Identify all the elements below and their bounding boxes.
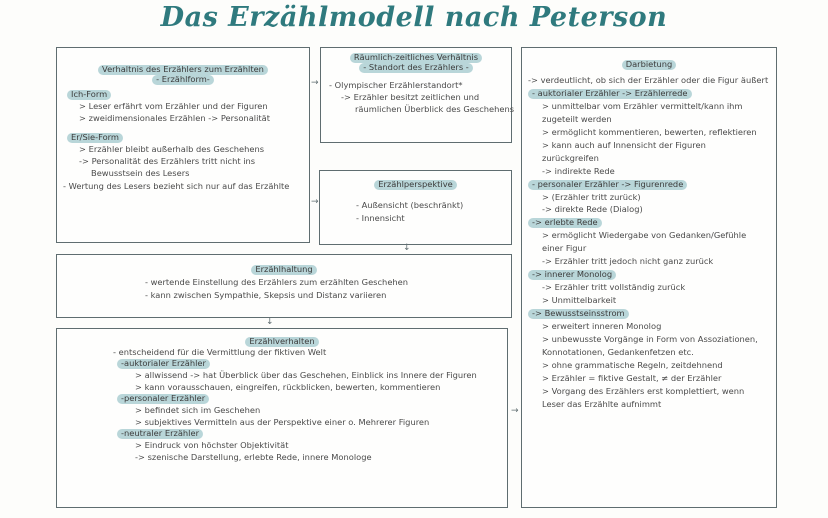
box-darbietung-heading: Darbietung — [622, 60, 677, 70]
ich-item: > Leser erfährt vom Erzähler und der Figuren — [79, 100, 268, 111]
auktorial-label: -auktorialer Erzähler — [117, 359, 210, 369]
auktorial-rede-item: > kann auch auf Innensicht der Figuren — [542, 139, 706, 150]
box-erzaehlperspektive — [319, 170, 512, 245]
auktorial-rede-item: -> indirekte Rede — [542, 165, 615, 176]
er-item: > Erzähler bleibt außerhalb des Geschehens — [79, 143, 265, 154]
box-erzaehlform — [56, 47, 310, 243]
standort-line: - Olympischer Erzählerstandort* — [329, 79, 463, 90]
strom-item: Leser das Erzählte aufnimmt — [542, 398, 662, 409]
box-darbietung — [521, 47, 777, 508]
monolog-item: -> Erzähler tritt vollständig zurück — [542, 282, 686, 293]
auktorial-rede-label: - auktorialer Erzähler -> Erzählerrede — [528, 89, 692, 99]
perspektive-item: - Außensicht (beschränkt) — [356, 199, 464, 210]
box-standort — [320, 47, 515, 143]
arrow-right-icon: → — [511, 406, 519, 416]
auktorial-rede-item: zugeteilt werden — [542, 113, 612, 124]
box-verhalten-heading: Erzählverhalten — [245, 337, 318, 347]
neutral-item: -> szenische Darstellung, erlebte Rede, innere Monologe — [135, 451, 372, 462]
box-perspektive-heading: Erzählperspektive — [374, 180, 457, 190]
ich-item: > zweidimensionales Erzählen -> Personalität — [79, 112, 270, 123]
perspektive-item: - Innensicht — [356, 212, 405, 223]
bewusstseinsstrom-label: -> Bewusstseinsstrom — [528, 309, 629, 319]
er-item: -> Personalität des Erzählers tritt nicht ins — [79, 155, 256, 166]
personal-item: > subjektives Vermitteln aus der Perspektive einer o. Mehrerer Figuren — [135, 416, 430, 427]
neutral-label: -neutraler Erzähler — [117, 429, 203, 439]
monolog-item: > Unmittelbarkeit — [542, 295, 617, 306]
auktorial-item: > allwissend -> hat Überblick über das Geschehen, Einblick ins Innere der Figuren — [135, 369, 477, 380]
standort-line: räumlichen Überblick des Geschehens — [355, 103, 515, 114]
ich-form-label: Ich-Form — [67, 90, 111, 100]
auktorial-rede-item: > unmittelbar vom Erzähler vermittelt/kann ihm — [542, 100, 743, 111]
strom-item: > Vorgang des Erzählers erst komplettiert, wenn — [542, 385, 745, 396]
personal-rede-item: > (Erzähler tritt zurück) — [542, 191, 641, 202]
strom-item: > unbewusste Vorgänge in Form von Assoziationen, — [542, 334, 758, 345]
box-erzaehlhaltung — [56, 254, 512, 318]
box-erzaehlform-heading: Verhaltnis des Erzählers zum Erzählten — [98, 65, 268, 75]
page-title: Das Erzählmodell nach Peterson — [160, 2, 668, 33]
auktorial-item: > kann vorausschauen, eingreifen, rückblicken, bewerten, kommentieren — [135, 381, 441, 392]
strom-item: > ohne grammatische Regeln, zeitdehnend — [542, 359, 723, 370]
monolog-label: -> innerer Monolog — [528, 270, 616, 280]
verhalten-intro: - entscheidend für die Vermittlung der fiktiven Welt — [113, 346, 327, 357]
box-erzaehlform-footer: - Wertung des Lesers bezieht sich nur auf das Erzählte — [63, 180, 290, 191]
standort-line: -> Erzähler besitzt zeitlichen und — [341, 91, 480, 102]
personal-rede-item: -> direkte Rede (Dialog) — [542, 204, 643, 215]
box-erzaehlform-subheading: - Erzählform- — [152, 75, 214, 85]
er-form-label: Er/Sie-Form — [67, 133, 123, 143]
arrow-right-icon: → — [311, 197, 319, 207]
haltung-item: - kann zwischen Sympathie, Skepsis und Distanz variieren — [145, 289, 387, 300]
personal-label: -personaler Erzähler — [117, 394, 209, 404]
erlebte-rede-item: > ermöglicht Wiedergabe von Gedanken/Gefühle — [542, 230, 747, 241]
arrow-right-icon: → — [311, 78, 319, 88]
strom-item: > Erzähler = fiktive Gestalt, ≠ der Erzähler — [542, 372, 722, 383]
auktorial-rede-item: > ermöglicht kommentieren, bewerten, reflektieren — [542, 126, 757, 137]
personal-rede-label: - personaler Erzähler -> Figurenrede — [528, 180, 687, 190]
erlebte-rede-item: einer Figur — [542, 243, 587, 254]
personal-item: > befindet sich im Geschehen — [135, 404, 261, 415]
erlebte-rede-label: -> erlebte Rede — [528, 218, 602, 228]
box-standort-heading: Räumlich-zeitliches Verhältnis — [350, 53, 482, 63]
arrow-down-icon: ↓ — [403, 243, 411, 253]
strom-item: > erweitert inneren Monolog — [542, 321, 662, 332]
erlebte-rede-item: -> Erzähler tritt jedoch nicht ganz zurück — [542, 256, 714, 267]
er-item: Bewusstsein des Lesers — [91, 167, 190, 178]
arrow-down-icon: ↓ — [266, 317, 274, 327]
box-erzaehlverhalten — [56, 328, 508, 508]
haltung-item: - wertende Einstellung des Erzählers zum erzählten Geschehen — [145, 276, 409, 287]
auktorial-rede-item: zurückgreifen — [542, 152, 599, 163]
neutral-item: > Eindruck von höchster Objektivität — [135, 439, 289, 450]
box-standort-subheading: - Standort des Erzählers - — [359, 63, 473, 73]
strom-item: Konnotationen, Gedankenfetzen etc. — [542, 346, 694, 357]
box-haltung-heading: Erzählhaltung — [251, 265, 316, 275]
darbietung-intro: -> verdeutlicht, ob sich der Erzähler oder die Figur äußert — [528, 74, 769, 85]
